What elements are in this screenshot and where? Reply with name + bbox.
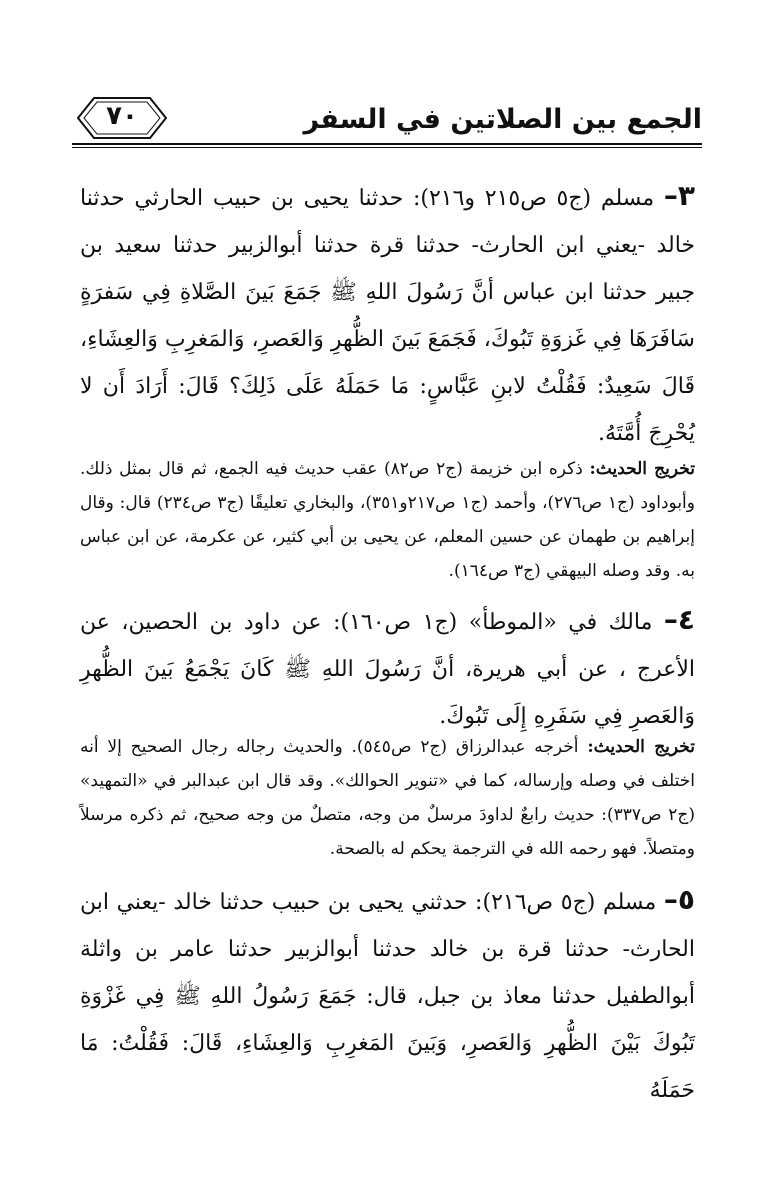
takhrij-text: ذكره ابن خزيمة (ج٢ ص٨٢) عقب حديث فيه الجمع، ثم قال بمثل ذلك. وأبوداود (ج١ ص٢٧٦)، وأحمد (ج١ ص٢١٧و٣٥١)، والبخاري تعليقًا (ج٣ ص٢٣٤) قال: وقال إبراهيم بن طهمان عن حسين المعلم، عن يحيى بن أبي كثير، عن عكرمة، عن ابن عباس به. وقد وصله البيهقي (ج٣ ص١٦٤). (80, 459, 695, 581)
hadith-number: ٥– (663, 883, 695, 916)
hadith-text: مالك في «الموطأ» (ج١ ص١٦٠): عن داود بن الحصين، عن الأعرج ، عن أبي هريرة، أنَّ رَسُولَ اللهِ ﷺ كَانَ يَجْمَعُ بَينَ الظُّهرِ وَالعَصرِ فِي سَفَرِهِ إِلَى تَبُوكَ. (80, 610, 695, 729)
takhrij-label: تخريج الحديث: (589, 459, 695, 479)
hadith-text: مسلم (ج٥ ص٢١٦): حدثني يحيى بن حبيب حدثنا خالد -يعني ابن الحارث- حدثنا قرة بن خالد حدثنا أبوالزبير حدثنا عامر بن واثلة أبوالطفيل حدثنا معاذ بن جبل، قال: جَمَعَ رَسُولُ اللهِ ﷺ فِي غَزْوَةِ تَبُوكَ بَيْنَ الظُّهرِ وَالعَصرِ، وَبَينَ المَغرِبِ وَالعِشَاءِ، قَالَ: فَقُلْتُ: مَا حَمَلَهُ (80, 890, 695, 1103)
hadith-4 (80, 596, 695, 736)
takhrij-4 (80, 730, 695, 870)
page-number-badge (72, 92, 172, 144)
header-rule-thin (72, 147, 702, 148)
header-rule (72, 143, 702, 145)
takhrij-text: أخرجه عبدالرزاق (ج٢ ص٥٤٥). والحديث رجاله رجال الصحيح إلا أنه اختلف في وصله وإرساله، كما في «تنوير الحوالك». وقد قال ابن عبدالبر في «التمهيد» (ج٢ ص٣٣٧): حديث رابعٌ لداودَ مرسلٌ من وجه، متصلٌ من وجه صحيح، ثم ذكره مرسلاً ومتصلاً. فهو رحمه الله في الترجمة يحكم له بالصحة. (80, 737, 695, 859)
page-number: ٧٠ (106, 101, 138, 131)
hadith-3 (80, 172, 695, 452)
page-header (72, 100, 702, 150)
takhrij-3 (80, 452, 695, 592)
hadith-text: مسلم (ج٥ ص٢١٥ و٢١٦): حدثنا يحيى بن حبيب الحارثي حدثنا خالد -يعني ابن الحارث- حدثنا قرة حدثنا أبوالزبير حدثنا سعيد بن جبير حدثنا ابن عباس أنَّ رَسُولَ اللهِ ﷺ جَمَعَ بَينَ الصَّلاةِ فِي سَفرَةٍ سَافَرَهَا فِي غَزوَةِ تَبُوكَ، فَجَمَعَ بَينَ الظُّهرِ وَالعَصرِ، وَالمَغرِبِ وَالعِشَاءِ، قَالَ سَعِيدٌ: فَقُلْتُ لابنِ عَبَّاسٍ: مَا حَمَلَهُ عَلَى ذَلِكَ؟ قَالَ: أَرَادَ أَن لا يُحْرِجَ أُمَّتَهُ. (80, 186, 695, 446)
hadith-5 (80, 876, 695, 1103)
running-title: الجمع بين الصلاتين في السفر (303, 104, 702, 135)
hadith-number: ٤– (663, 603, 695, 636)
hadith-number: ٣– (663, 179, 695, 212)
takhrij-label: تخريج الحديث: (587, 737, 695, 757)
